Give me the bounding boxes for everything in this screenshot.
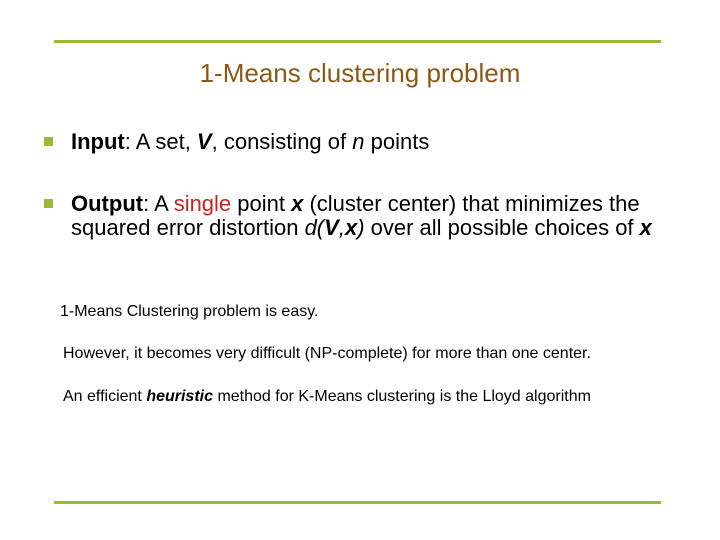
top-divider: [54, 40, 661, 43]
bullet-text: over all possible choices of: [364, 215, 640, 240]
func-close: ): [357, 215, 365, 240]
bullet-text: point: [231, 191, 292, 216]
highlight-word: single: [173, 191, 232, 216]
bullet-output-text: [71, 192, 684, 240]
func-comma: ,: [338, 215, 345, 240]
bottom-divider: [54, 501, 661, 504]
slide-title: 1-Means clustering problem: [199, 58, 521, 88]
bullet-output: [44, 192, 684, 240]
square-bullet-icon: [44, 137, 53, 146]
bullet-input: [44, 130, 684, 154]
bullet-text: points: [364, 129, 430, 154]
bullet-text: : A: [143, 191, 174, 216]
bullet-text: : A set,: [124, 129, 197, 154]
func-var-x: x: [344, 215, 358, 240]
bullet-text: , consisting of: [211, 129, 353, 154]
var-v: V: [196, 129, 212, 154]
var-x: x: [639, 215, 652, 240]
var-n: n: [352, 129, 365, 154]
bullet-label: Output: [71, 191, 144, 216]
func-open: d(: [304, 215, 325, 240]
emphasis-heuristic: heuristic: [146, 388, 213, 405]
bullet-text: (cluster center) that minimizes the squared error distortion: [71, 191, 640, 240]
note-lloyd: [63, 388, 591, 406]
note-text: An efficient: [63, 388, 147, 405]
note-easy: 1-Means Clustering problem is easy.: [60, 303, 319, 320]
square-bullet-icon: [44, 199, 53, 208]
note-text: method for K-Means clustering is the Lloyd algorithm: [213, 388, 591, 405]
note-np-complete: However, it becomes very difficult (NP-complete) for more than one center.: [63, 345, 591, 362]
bullet-input-text: [71, 130, 684, 154]
func-var-v: V: [324, 215, 339, 240]
var-x: x: [291, 191, 304, 216]
bullet-label: Input: [71, 129, 125, 154]
